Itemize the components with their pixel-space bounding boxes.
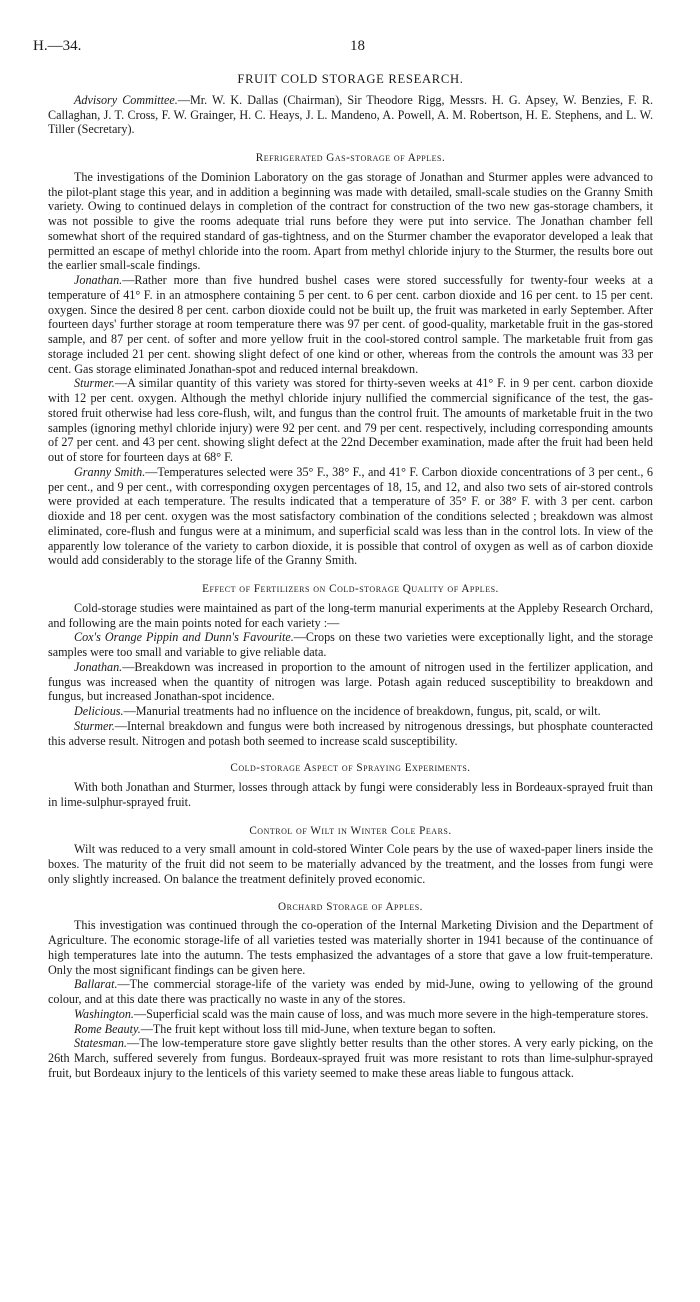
paragraph: [48, 273, 653, 376]
variety-label: Sturmer.: [74, 376, 115, 391]
paragraph-text: —Internal breakdown and fungus were both increased by nitrogenous dressings, but phosphate counteracted this adverse result. Nitrogen and potash both seemed to increase scald susceptibility.: [48, 718, 653, 748]
paragraph: This investigation was continued through the co-operation of the Internal Marketing Division and the Department of Agriculture. The economic storage-life of all varieties tested was materially shorter in 1941 because of the continuance of high temperatures late into the autumn. The tests emphasized the advantages of a store that gave a low fruit-temperature. Only the most significant findings can be given here.: [48, 918, 653, 977]
paragraph: [48, 630, 653, 660]
paragraph-text: —The commercial storage-life of the variety was ended by mid-June, owing to yellowing of the ground colour, and at this date there was practically no waste in any of the stores.: [48, 977, 653, 1006]
document-body: [48, 72, 653, 1081]
variety-label: Ballarat.: [74, 977, 118, 992]
paragraph-text: —Crops on these two varieties were exceptionally light, and the storage samples were too small and variable to give reliable data.: [48, 630, 653, 659]
variety-label: Delicious.: [74, 704, 124, 718]
committee-text: —Mr. W. K. Dallas (Chairman), Sir Theodore Rigg, Messrs. H. G. Apsey, W. Benzies, F. R. Callaghan, J. T. Cross, F. W. Grainger, H. C. Heays, J. L. Mandeno, A. Powell, A. M. Robertson, H. E. Stephens, and L. W. Tiller (Secretary).: [48, 92, 653, 137]
page-number: 18: [350, 38, 365, 54]
paragraph: Cold-storage studies were maintained as part of the long-term manurial experiments at the Appleby Research Orchard, and following are the main points noted for each variety :—: [48, 600, 653, 630]
paragraph-text: —Manurial treatments had no influence on the incidence of breakdown, fungus, pit, scald, or wilt.: [123, 704, 601, 718]
paragraph: [48, 1022, 653, 1037]
paragraph-text: —The fruit kept without loss till mid-June, when texture began to soften.: [140, 1021, 496, 1036]
paragraph: [48, 1007, 653, 1022]
paragraph: [48, 977, 653, 1007]
paragraph-text: —Superficial scald was the main cause of loss, and was much more severe in the high-temperature stores.: [133, 1006, 649, 1021]
variety-label: Rome Beauty.: [74, 1021, 141, 1036]
variety-label: Cox's Orange Pippin and Dunn's Favourite.: [74, 630, 294, 645]
page-header: [33, 38, 653, 58]
paragraph-text: —The low-temperature store gave slightly better results than the other stores. A very early picking, on the 26th March, suffered severely from fungus. Bordeaux-sprayed fruit was more resistant to rots than lime-sulphur-sprayed fruit, but Bordeaux injury to the lenticels of this variety seemed to make these areas liable to fungous attack.: [48, 1036, 653, 1080]
paragraph: With both Jonathan and Sturmer, losses through attack by fungi were considerably less in Bordeaux-sprayed fruit than in lime-sulphur-sprayed fruit.: [48, 780, 653, 809]
paragraph: [48, 704, 653, 719]
variety-label: Jonathan.: [74, 659, 123, 674]
report-reference: H.—34.: [33, 38, 82, 54]
paragraph: The investigations of the Dominion Laboratory on the gas storage of Jonathan and Sturmer apples were advanced to the pilot-plant stage this year, and in addition a beginning was made with detailed, small-scale studies on the Granny Smith variety. Owing to continued delays in completion of the contract for construction of the two new gas-storage chambers, it was not possible to give the rooms adequate trial runs before they were put into service. The Jonathan chamber fell somewhat short of the required standard of gas-tightness, and on the Sturmer chamber the evaporator developed a leak that permitted an escape of methyl chloride into the room. Apart from methyl chloride injury to the Sturmer, the results bore out the earlier small-scale findings.: [48, 169, 653, 273]
variety-label: Granny Smith.: [74, 464, 146, 479]
variety-label: Washington.: [74, 1006, 134, 1021]
variety-label: Sturmer.: [74, 718, 115, 733]
variety-label: Jonathan.: [74, 273, 123, 287]
committee-paragraph: [48, 93, 653, 137]
paragraph-text: —Breakdown was increased in proportion to the amount of nitrogen used in the fertilizer application, and fungus was increased when the quantity of nitrogen was large. Potash again reduced susceptibility to breakdown and fungus, but increased Jonathan-spot incidence.: [48, 659, 653, 704]
paragraph: [48, 1036, 653, 1080]
committee-label: Advisory Committee.: [74, 92, 178, 107]
paragraph: Wilt was reduced to a very small amount in cold-stored Winter Cole pears by the use of waxed-paper liners inside the boxes. The maturity of the fruit did not seem to be materially advanced by the treatment, and the losses from fungi were only slightly increased. On balance the treatment definitely proved economic.: [48, 842, 653, 886]
paragraph-text: —Rather more than five hundred bushel cases were stored successfully for twenty-four weeks at a temperature of 41° F. in an atmosphere containing 5 per cent. to 6 per cent. carbon dioxide and 16 per cent. to 15 per cent. oxygen. Since the desired 8 per cent. carbon dioxide could not be built up, the fruit was marketed in early September. After fourteen days' further storage at room temperature there was 97 per cent. of good-quality, marketable fruit in the gas-stored sample, and 87 per cent. of softer and more yellow fruit in the cool-stored control sample. The marketable fruit from gas storage included 21 per cent. showing slight defect of one kind or other, whereas from the controls the amount was 33 per cent. Gas storage eliminated Jonathan-spot and reduced internal breakdown.: [48, 273, 653, 376]
paragraph: [48, 660, 653, 704]
variety-label: Statesman.: [74, 1036, 127, 1051]
section-heading-spraying: Cold-storage Aspect of Spraying Experiments.: [230, 762, 471, 775]
paragraph: [48, 465, 653, 568]
page-title: FRUIT COLD STORAGE RESEARCH.: [237, 72, 464, 86]
paragraph: [48, 376, 653, 465]
paragraph: [48, 719, 653, 749]
paragraph-text: —Temperatures selected were 35° F., 38° F., and 41° F. Carbon dioxide concentrations of 3 per cent., 6 per cent., and 9 per cent., with corresponding oxygen percentages of 18, 15, and 12, and also two sets of air-stored controls were provided at each temperature. The results indicated that a temperature of 35° F. or 38° F. with 3 per cent. carbon dioxide and 18 per cent. oxygen was the most satisfactory combination of the conditions selected ; breakdown was almost eliminated, core-flush and fungus were at a minimum, and superficial scald was less than in the control lots. In view of the apparently low tolerance of the variety to carbon dioxide, it is possible that control of oxygen as well as of carbon dioxide would add considerably to the storage life of the Granny Smith.: [48, 464, 653, 568]
paragraph-text: —A similar quantity of this variety was stored for thirty-seven weeks at 41° F. in 9 per cent. carbon dioxide with 12 per cent. oxygen. Although the methyl chloride injury nullified the commercial significance of the test, the gas-stored fruit otherwise had less core-flush, wilt, and fungus than the control fruit. The amounts of marketable fruit in the two samples (ignoring methyl chloride injury) were 92 per cent. and 79 per cent. respectively, including corresponding amounts of 27 per cent. and 43 per cent. showing slight defect at the 22nd December examination, made after the fruit had been held out of store for fourteen days at 68° F.: [48, 376, 653, 464]
section-heading-orchard-storage: Orchard Storage of Apples.: [278, 900, 423, 913]
section-heading-wilt-pears: Control of Wilt in Winter Cole Pears.: [249, 824, 452, 837]
section-heading-gas-storage: Refrigerated Gas-storage of Apples.: [255, 152, 446, 164]
section-heading-fertilizers: Effect of Fertilizers on Cold-storage Quality of Apples.: [202, 583, 499, 595]
